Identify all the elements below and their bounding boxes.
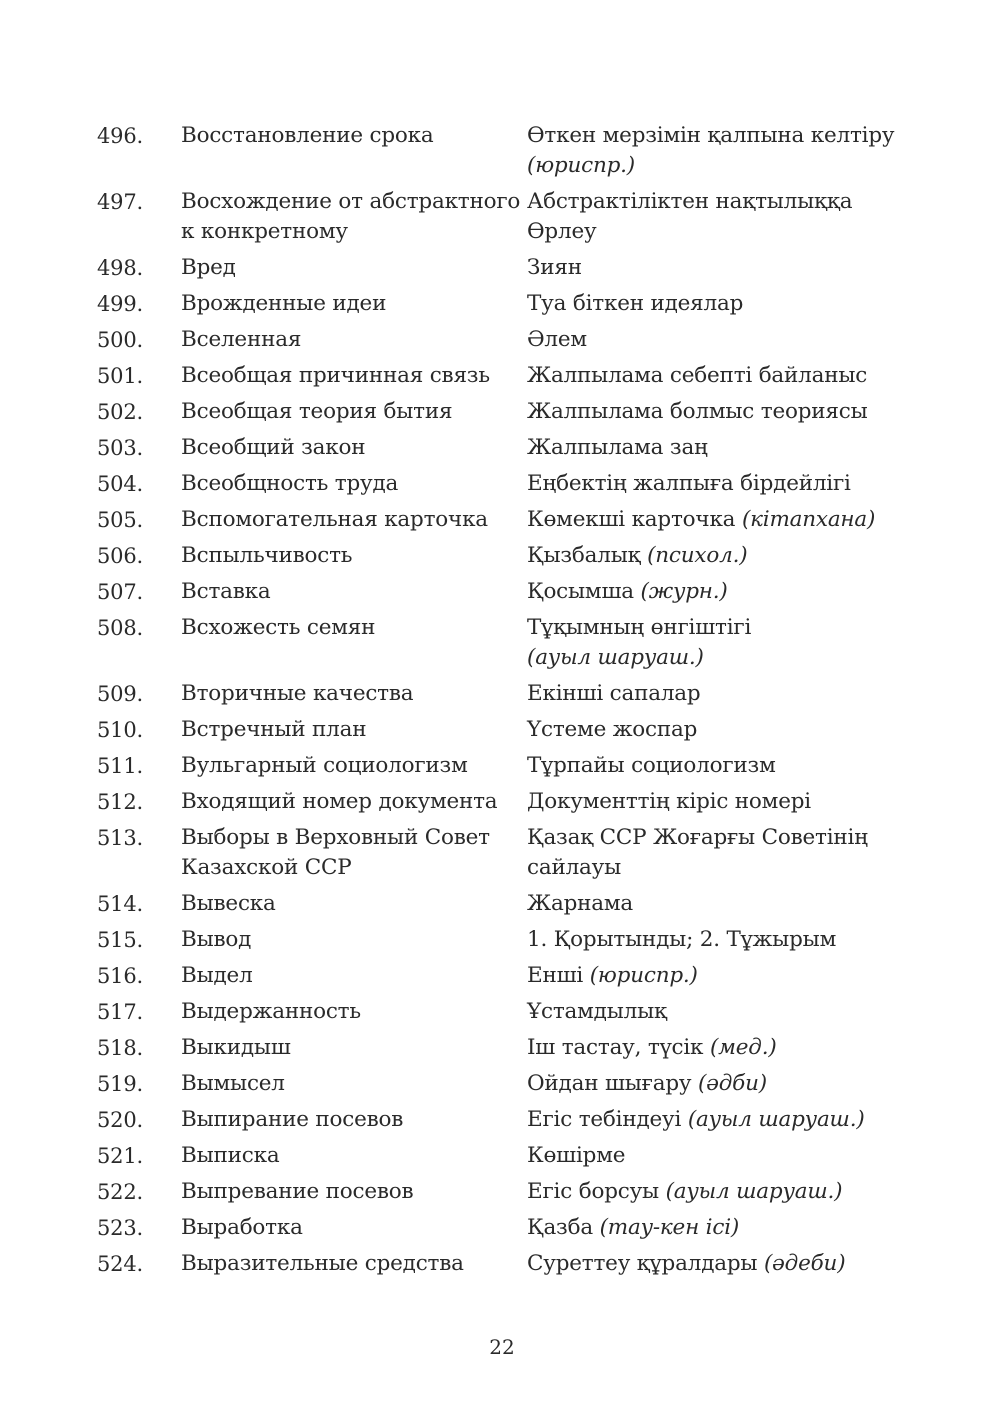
russian-term: Вспомогательная карточка [181,507,488,532]
glossary-row [97,1105,917,1135]
russian-term: Всеобщая причинная связь [181,363,490,388]
glossary-row [97,433,917,463]
glossary-row [97,541,917,571]
russian-term: Выразительные средства [181,1251,464,1276]
kazakh-term: Жалпылама болмыс теориясы [527,399,868,424]
russian-term: Выпревание посевов [181,1179,414,1204]
kazakh-term-cell [527,541,917,571]
glossary-row [97,361,917,391]
kazakh-term: 1. Қорытынды; 2. Тұжырым [527,927,837,952]
kazakh-term-cell [527,751,917,781]
entry-number: 509. [97,682,143,706]
kazakh-term-cell [527,1141,917,1171]
glossary-row [97,469,917,499]
entry-number: 499. [97,292,143,316]
domain-note: (журн.) [640,579,728,604]
glossary-row [97,823,917,883]
kazakh-term-cell [527,433,917,463]
kazakh-term-cell [527,121,917,181]
russian-term: Выборы в Верховный Совет Казахской ССР [181,825,490,880]
glossary-row [97,1141,917,1171]
glossary-row [97,289,917,319]
glossary-row [97,577,917,607]
glossary-row [97,1033,917,1063]
kazakh-term: Жарнама [527,891,634,916]
russian-term: Восхождение от абстрактного к конкретному [181,189,521,244]
glossary-row [97,1177,917,1207]
kazakh-term-cell [527,1213,917,1243]
entry-number: 521. [97,1144,143,1168]
kazakh-term: Қазба [527,1215,593,1240]
kazakh-term-cell [527,1177,917,1207]
kazakh-term: Жалпылама себепті байланыс [527,363,868,388]
kazakh-term: Тұқымның өнгіштігі [527,615,752,640]
russian-term: Выдел [181,963,253,988]
kazakh-term: Зиян [527,255,582,280]
russian-term: Встречный план [181,717,367,742]
kazakh-term: Қазақ ССР Жоғарғы Советінің сайлауы [527,825,868,880]
kazakh-term: Еңбектің жалпыға бірдейлігі [527,471,851,496]
entry-number: 501. [97,364,143,388]
entry-number: 508. [97,616,143,640]
glossary-row [97,961,917,991]
russian-term: Выдержанность [181,999,361,1024]
kazakh-term-cell [527,823,917,883]
entry-number: 506. [97,544,143,568]
glossary-row [97,187,917,247]
russian-term: Выработка [181,1215,303,1240]
glossary-row [97,1213,917,1243]
kazakh-term-cell [527,1069,917,1099]
entry-number: 497. [97,190,143,214]
kazakh-term: Ойдан шығару [527,1071,692,1096]
kazakh-term-cell [527,397,917,427]
kazakh-term-cell [527,361,917,391]
glossary-row [97,253,917,283]
kazakh-term-cell [527,613,917,673]
domain-note: (ауыл шаруаш.) [665,1179,843,1204]
entry-number: 513. [97,826,143,850]
kazakh-term-cell [527,1033,917,1063]
entry-number: 496. [97,124,143,148]
russian-term: Вставка [181,579,271,604]
glossary-row [97,715,917,745]
russian-term: Всеобщий закон [181,435,366,460]
kazakh-term: Қызбалық [527,543,641,568]
kazakh-term-cell [527,325,917,355]
entry-number: 498. [97,256,143,280]
russian-term: Всеобщность труда [181,471,399,496]
domain-note: (ауыл шаруаш.) [527,645,704,670]
entry-number: 507. [97,580,143,604]
kazakh-term-cell [527,961,917,991]
russian-term: Вселенная [181,327,302,352]
kazakh-term: Үстеме жоспар [527,717,698,742]
russian-term: Всхожесть семян [181,615,376,640]
kazakh-term-cell [527,997,917,1027]
russian-term: Выписка [181,1143,280,1168]
russian-term: Вымысел [181,1071,285,1096]
russian-term: Выпирание посевов [181,1107,404,1132]
kazakh-term: Енші [527,963,584,988]
russian-term: Вульгарный социологизм [181,753,468,778]
domain-note: (кітапхана) [741,507,876,532]
page-number: 22 [489,1335,515,1359]
domain-note: (юриспр.) [527,153,635,178]
kazakh-term: Документтің кіріс номері [527,789,811,814]
domain-note: (юриспр.) [589,963,698,988]
entry-number: 524. [97,1252,143,1276]
domain-note: (әдеби) [763,1251,846,1276]
glossary-row [97,397,917,427]
kazakh-term-cell [527,925,917,955]
glossary-row [97,1249,917,1279]
kazakh-term: Абстрактіліктен нақтылыққа Өрлеу [527,189,853,244]
domain-note: (ауыл шаруаш.) [687,1107,865,1132]
domain-note: (психол.) [647,543,748,568]
entry-number: 510. [97,718,143,742]
russian-term: Всеобщая теория бытия [181,399,453,424]
kazakh-term-cell [527,1249,917,1279]
entry-number: 516. [97,964,143,988]
glossary-entries [97,121,917,1285]
entry-number: 523. [97,1216,143,1240]
kazakh-term-cell [527,787,917,817]
glossary-row [97,679,917,709]
entry-number: 500. [97,328,143,352]
glossary-row [97,613,917,673]
entry-number: 504. [97,472,143,496]
kazakh-term-cell [527,469,917,499]
kazakh-term: Егіс тебіндеуі [527,1107,682,1132]
russian-term: Вывод [181,927,252,952]
entry-number: 512. [97,790,143,814]
kazakh-term: Екінші сапалар [527,681,701,706]
domain-note: (әдби) [698,1071,767,1096]
entry-number: 518. [97,1036,143,1060]
kazakh-term-cell [527,679,917,709]
russian-term: Выкидыш [181,1035,291,1060]
russian-term: Вывеска [181,891,276,916]
glossary-row [97,1069,917,1099]
kazakh-term-cell [527,505,917,535]
entry-number: 502. [97,400,143,424]
kazakh-term-cell [527,289,917,319]
kazakh-term-cell [527,577,917,607]
kazakh-term-cell [527,715,917,745]
russian-term: Вторичные качества [181,681,414,706]
kazakh-term-cell [527,187,917,247]
kazakh-term-cell [527,1105,917,1135]
russian-term: Восстановление срока [181,123,434,148]
entry-number: 522. [97,1180,143,1204]
russian-term: Вспыльчивость [181,543,353,568]
kazakh-term: Қосымша [527,579,634,604]
entry-number: 511. [97,754,143,778]
entry-number: 514. [97,892,143,916]
entry-number: 519. [97,1072,143,1096]
russian-term: Входящий номер документа [181,789,498,814]
kazakh-term: Жалпылама заң [527,435,708,460]
glossary-row [97,325,917,355]
glossary-row [97,121,917,181]
kazakh-term: Ұстамдылық [527,999,667,1024]
kazakh-term: Егіс борсуы [527,1179,659,1204]
glossary-row [97,889,917,919]
kazakh-term: Әлем [527,327,587,352]
kazakh-term-cell [527,889,917,919]
entry-number: 503. [97,436,143,460]
glossary-row [97,505,917,535]
glossary-row [97,997,917,1027]
entry-number: 517. [97,1000,143,1024]
entry-number: 520. [97,1108,143,1132]
kazakh-term: Туа біткен идеялар [527,291,744,316]
kazakh-term: Өткен мерзімін қалпына келтіру [527,123,895,148]
russian-term: Вред [181,255,236,280]
entry-number: 515. [97,928,143,952]
kazakh-term: Іш тастау, түсік [527,1035,704,1060]
domain-note: (мед.) [709,1035,777,1060]
domain-note: (тау-кен ісі) [599,1215,740,1240]
glossary-row [97,751,917,781]
glossary-row [97,925,917,955]
kazakh-term: Тұрпайы социологизм [527,753,776,778]
glossary-row [97,787,917,817]
kazakh-term: Көмекші карточка [527,507,736,532]
kazakh-term-cell [527,253,917,283]
kazakh-term: Көшірме [527,1143,626,1168]
russian-term: Врожденные идеи [181,291,387,316]
entry-number: 505. [97,508,143,532]
kazakh-term: Суреттеу құралдары [527,1251,758,1276]
